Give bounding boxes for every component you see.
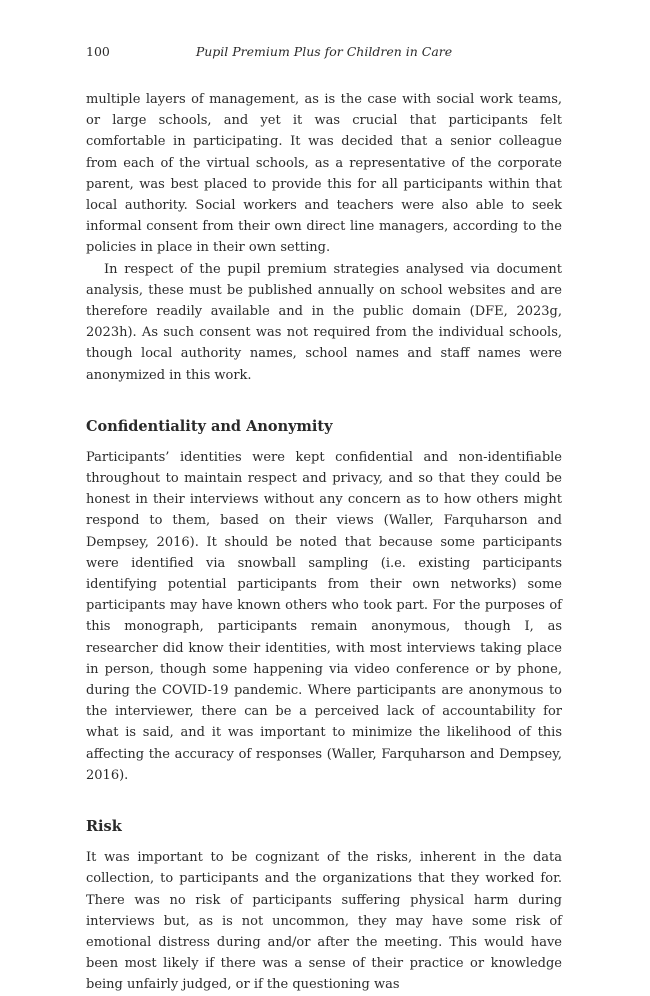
heading-spacer (86, 437, 562, 447)
section-heading-risk: Risk (86, 818, 122, 836)
running-header (86, 44, 562, 64)
page-number: 100 (86, 44, 110, 59)
section-heading-confidentiality: Confidentiality and Anonymity (86, 417, 333, 435)
heading-spacer (86, 837, 562, 847)
body-text (86, 89, 562, 996)
paragraph-consent-continued: multiple layers of management, as is the case with social work teams, or large schools, and yet it was crucial that participants felt comfortable in participating. It was decided that a senior colleague from each of the virtual schools, as a representative of the corporate parent, was best placed to provide this for all participants within that local authority. Social workers and teachers were also able to seek informal consent from their own direct line managers, according to the policies in place in their own setting. (86, 92, 562, 256)
paragraph-risk: It was important to be cognizant of the risks, inherent in the data collection, to participants and the organizations that they worked for. There was no risk of participants suffering physical harm during interviews but, as is not uncommon, they may have some risk of emotional distress during and/or after the meeting. This would have been most likely if there was a sense of their practice or knowledge being unfairly judged, or if the questioning was (86, 850, 562, 993)
section-spacer (86, 786, 562, 817)
section-spacer (86, 386, 562, 417)
paragraph-confidentiality: Participants’ identities were kept confidential and non-identifiable throughout to maintain respect and privacy, and so that they could be honest in their interviews without any concern as to how others might respond to them, based on their views (Waller, Farquharson and Dempsey, 2016). It should be noted that because some participants were identified via snowball sampling (i.e. existing participants identifying potential participants from their own networks) some participants may have known others who took part. For the purposes of this monograph, participants remain anonymous, though I, as researcher did know their identities, with most interviews taking place in person, though some happening via video conference or by phone, during the COVID-19 pandemic. Where participants are anonymous to the interviewer, there can be a perceived lack of accountability for what is said, and it was important to minimize the likelihood of this affecting the accuracy of responses (Waller, Farquharson and Dempsey, 2016). (86, 449, 562, 783)
paragraph-pupil-premium-strategies: In respect of the pupil premium strategies analysed via document analysis, these must be published annually on school websites and are therefore readily available and in the public domain (DFE, 2023g, 2023h). As such consent was not required from the individual schools, though local authority names, school names and staff names were anonymized in this work. (86, 261, 562, 383)
running-title: Pupil Premium Plus for Children in Care (195, 44, 453, 59)
